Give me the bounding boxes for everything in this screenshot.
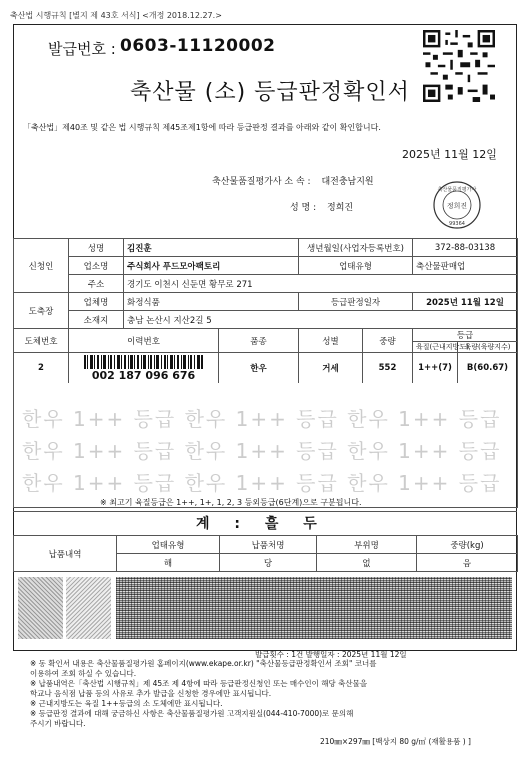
grader-name-label: 성 명 : [290, 203, 317, 213]
applicant-company-label: 업소명 [69, 257, 124, 275]
security-pattern [116, 577, 512, 639]
form-header: 축산법 시행규칙 [별지 제 43호 서식] <개정 2018.12.27.> [10, 11, 222, 20]
notes-block [30, 659, 510, 729]
grader-org-label: 축산물품질평가사 소 속 : [212, 177, 311, 187]
carcass-no: 2 [14, 353, 69, 384]
sex: 거세 [299, 353, 363, 384]
note-line: 주시기 바랍니다. [30, 719, 86, 728]
total-count: 계 : 흘 두 [196, 516, 327, 532]
applicant-address: 경기도 이천시 신둔면 황무로 271 [124, 275, 518, 293]
weight: 552 [363, 353, 413, 384]
grader-org-value: 대전충남지원 [321, 177, 374, 187]
intro-text: 「축산법」제40조 및 같은 법 시행규칙 제45조제1항에 따라 등급판정 결과를 아래와 같이 확인합니다. [23, 123, 381, 132]
grade-header: 등급 [413, 329, 518, 342]
applicant-section-label: 신청인 [14, 239, 69, 293]
note-line: ※ 납품내역은「축산법 시행규칙」제 45조 제 4항에 따라 등급판정신청인 또는 매수인이 해당 축산물을 [30, 679, 368, 688]
delivery-value: 해 [117, 554, 220, 572]
grader-name-value: 정희진 [327, 203, 354, 213]
trace-no-cell [69, 353, 219, 384]
note-line: ※ 동 확인서 내용은 축산물품질평가원 홈페이지(www.ekape.or.kr) "축산물등급판정확인서 조회" 코너를 [30, 659, 377, 668]
grader-name [290, 200, 353, 213]
seal-name-text: 정희진 [446, 202, 468, 210]
applicant-company: 주식회사 푸드모아팩토리 [124, 257, 299, 275]
security-pattern-left [18, 577, 63, 639]
yield-header: 육량(육량지수) [458, 342, 518, 353]
applicant-bizno: 372-88-03138 [413, 239, 518, 257]
delivery-dest-header: 납품처명 [220, 536, 317, 554]
trace-no-header: 이력번호 [69, 329, 219, 353]
applicant-bizno-label: 생년월일(사업자등록번호) [299, 239, 413, 257]
grading-date: 2025년 11월 12일 [413, 293, 518, 311]
paper-spec: 210㎜×297㎜ [백상지 80 g/㎡ (재활용품 ) ] [320, 737, 471, 746]
watermark-row: 한우 1++ 등급 한우 1++ 등급 한우 1++ 등급 [22, 407, 502, 431]
trace-no: 002 187 096 676 [91, 369, 196, 382]
grade-notice: ※ 최고기 육질등급은 1++, 1+, 1, 2, 3 등외등급(6단계)으로 구분됩니다. [100, 498, 362, 507]
delivery-value: 당 [220, 554, 317, 572]
applicant-name-label: 성명 [69, 239, 124, 257]
applicant-biztype-label: 업태유형 [299, 257, 413, 275]
delivery-value: 없 [317, 554, 417, 572]
quality-header: 육질(근내지방도) [413, 342, 458, 353]
slaughterhouse-section-label: 도축장 [14, 293, 69, 329]
issue-number: 0603-11120002 [120, 36, 276, 56]
sex-header: 성별 [299, 329, 363, 353]
note-line: ※ 등급판정 결과에 대해 궁금하신 사항은 축산물품질평가원 고객지원실(044-410-7000)로 문의해 [30, 709, 354, 718]
slaughterhouse-location: 충남 논산시 지산2길 5 [124, 311, 518, 329]
note-line: 이용하여 조회 하실 수 있습니다. [30, 669, 137, 678]
issue-footer: 발급횟수 : 1건 발행일자 : 2025년 11월 12일 [255, 650, 407, 659]
delivery-part-header: 부위명 [317, 536, 417, 554]
breed: 한우 [219, 353, 299, 384]
breed-header: 품종 [219, 329, 299, 353]
grading-date-label: 등급판정일자 [299, 293, 413, 311]
note-line: ※ 근내지방도는 육질 1++등급의 소 도체에만 표시됩니다. [30, 699, 223, 708]
document-title: 축산물 (소) 등급판정확인서 [130, 80, 410, 105]
seal-top-text: 축산물품질평가사 [437, 187, 477, 193]
applicant-name: 김진훈 [124, 239, 299, 257]
slaughterhouse-location-label: 소재지 [69, 311, 124, 329]
carcass-no-header: 도체번호 [14, 329, 69, 353]
issue-number-label: 발급번호 : [48, 40, 116, 58]
barcode-icon [84, 355, 204, 369]
official-seal-icon [432, 180, 482, 230]
slaughterhouse-company: 화정식품 [124, 293, 299, 311]
delivery-value: 음 [417, 554, 518, 572]
applicant-address-label: 주소 [69, 275, 124, 293]
yield-grade: B(60.67) [458, 353, 518, 384]
note-line: 학교나 음식점 납품 등의 사유로 추가 발급을 신청한 경우에만 표시됩니다. [30, 689, 272, 698]
grader-org [212, 174, 374, 187]
watermark-row: 한우 1++ 등급 한우 1++ 등급 한우 1++ 등급 [22, 471, 502, 495]
security-stamp [66, 577, 111, 639]
watermark-row: 한우 1++ 등급 한우 1++ 등급 한우 1++ 등급 [22, 439, 502, 463]
delivery-section-label: 납품내역 [14, 536, 117, 572]
delivery-table [13, 535, 518, 572]
applicant-biztype: 축산물판매업 [413, 257, 518, 275]
slaughterhouse-company-label: 업체명 [69, 293, 124, 311]
delivery-biztype-header: 업태유형 [117, 536, 220, 554]
qr-code-icon [423, 30, 495, 102]
issue-date: 2025년 11월 12일 [402, 148, 497, 161]
weight-header: 중량 [363, 329, 413, 353]
quality-grade: 1++(7) [413, 353, 458, 384]
delivery-weight-header: 중량(kg) [417, 536, 518, 554]
seal-number-text: 99364 [449, 221, 465, 227]
